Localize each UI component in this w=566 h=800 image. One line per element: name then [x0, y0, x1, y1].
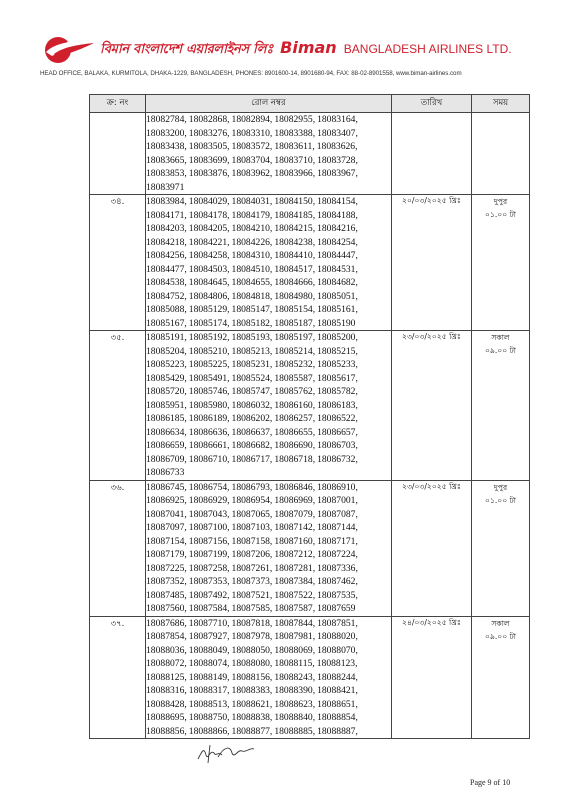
- table-header-row: [90, 95, 530, 113]
- roll-number-line: 18083665, 18083699, 18083704, 18083710, 18083728,: [146, 154, 358, 166]
- brand-bangla: বিমান বাংলাদেশ এয়ারলাইনস লিঃ: [100, 42, 274, 57]
- time-value: ০৯.০০ টা: [485, 346, 516, 355]
- roll-number-line: 18084171, 18084178, 18084179, 18084185, 18084188,: [146, 209, 358, 221]
- roll-number-table: [89, 94, 530, 739]
- roll-number-line: 18086745, 18086754, 18086793, 18086846, 18086910,: [146, 481, 358, 493]
- time-period: দুপুর: [493, 197, 508, 206]
- roll-number-line: 18088125, 18088149, 18088156, 18088243, 18088244,: [146, 671, 358, 683]
- roll-number-line: 18085088, 18085129, 18085147, 18085154, 18085161,: [146, 304, 358, 315]
- roll-number-line: 18087560, 18087584, 18087585, 18087587, 18087659: [146, 603, 356, 614]
- roll-number-line: 18086709, 18086710, 18086717, 18086718, 18086732,: [146, 453, 358, 465]
- roll-number-line: 18085429, 18085491, 18085524, 18085587, 18085617,: [146, 372, 358, 384]
- roll-number-line: 18087154, 18087156, 18087158, 18087160, 18087171,: [146, 535, 358, 547]
- exam-time: [472, 331, 530, 481]
- brand-title: [100, 38, 512, 61]
- serial-number: ৩৬.: [90, 480, 146, 616]
- roll-number-line: 18082784, 18082868, 18082894, 18082955, 18083164,: [146, 114, 358, 125]
- roll-number-line: 18083438, 18083505, 18083572, 18083611, 18083626,: [146, 141, 358, 152]
- table-row: [90, 616, 530, 739]
- roll-number-line: 18088428, 18088513, 18088621, 18088623, 18088651,: [146, 698, 358, 710]
- table-row: [90, 331, 530, 481]
- exam-date: ২০/০৩/২০২৫ খ্রিঃ: [392, 195, 472, 331]
- roll-number-line: 18086925, 18086929, 18086954, 18086969, 18087001,: [146, 495, 358, 506]
- serial-number: ৩৭.: [90, 616, 146, 739]
- roll-number-line: 18086733: [146, 467, 185, 478]
- page-number: Page 9 of 10: [470, 778, 511, 787]
- table-row: [90, 113, 530, 195]
- roll-numbers-cell: [146, 331, 392, 481]
- exam-date: ২৪/০৩/২০২৫ খ্রিঃ: [392, 616, 472, 739]
- time-value: ০১.০০ টা: [485, 495, 516, 505]
- serial-number: [90, 113, 146, 195]
- roll-numbers-cell: [146, 480, 392, 616]
- exam-time: [472, 616, 530, 739]
- exam-date: [392, 113, 472, 195]
- exam-date: ২৩/০৩/২০২৫ খ্রিঃ: [392, 480, 472, 616]
- roll-number-line: 18083200, 18083276, 18083310, 18083388, 18083407,: [146, 127, 358, 139]
- roll-number-line: 18085223, 18085225, 18085231, 18085232, 18085233,: [146, 359, 358, 370]
- roll-number-line: 18088072, 18088074, 18088080, 18088115, 18088123,: [146, 658, 358, 669]
- serial-number: ৩৫.: [90, 331, 146, 481]
- time-value: ০১.০০ টা: [485, 210, 516, 219]
- header-time: সময়: [472, 95, 530, 113]
- roll-number-line: 18086185, 18086189, 18086202, 18086257, 18086522,: [146, 413, 358, 424]
- roll-number-line: 18084218, 18084221, 18084226, 18084238, 18084254,: [146, 236, 358, 248]
- exam-time: [472, 195, 530, 331]
- signature: [196, 741, 256, 765]
- roll-number-line: 18085204, 18085210, 18085213, 18085214, 18085215,: [146, 345, 358, 357]
- roll-number-line: 18086659, 18086661, 18086682, 18086690, 18086703,: [146, 440, 358, 451]
- head-office-address: HEAD OFFICE, BALAKA, KURMITOLA, DHAKA-1229, BANGLADESH, PHONES: 8901600-14, 8901680-94, FAX: 88-02-8901558, www.biman-airlines.com: [40, 70, 462, 77]
- table-row: [90, 480, 530, 616]
- roll-number-line: 18085167, 18085174, 18085182, 18085187, 18085190: [146, 317, 356, 329]
- brand-name: Biman: [280, 38, 337, 57]
- time-period: দুপুর: [493, 482, 508, 492]
- header-serial: ক্র: নং: [90, 95, 146, 113]
- roll-number-line: 18084256, 18084258, 18084310, 18084410, 18084447,: [146, 250, 358, 261]
- roll-number-line: 18084538, 18084645, 18084655, 18084666, 18084682,: [146, 277, 358, 288]
- roll-number-line: 18088036, 18088049, 18088050, 18088069, 18088070,: [146, 644, 358, 656]
- header-date: তারিখ: [392, 95, 472, 113]
- time-period: সকাল: [491, 333, 510, 342]
- serial-number: ৩৪.: [90, 195, 146, 331]
- roll-number-line: 18084752, 18084806, 18084818, 18084980, 18085051,: [146, 290, 358, 302]
- roll-number-line: 18087485, 18087492, 18087521, 18087522, 18087535,: [146, 589, 358, 601]
- header-roll-number: রোল নম্বর: [146, 95, 392, 113]
- roll-number-line: 18087225, 18087258, 18087261, 18087281, 18087336,: [146, 562, 358, 574]
- roll-number-line: 18085720, 18085746, 18085747, 18085762, 18085782,: [146, 386, 358, 397]
- roll-number-line: 18083853, 18083876, 18083962, 18083966, 18083967,: [146, 168, 358, 179]
- roll-number-line: 18085951, 18085980, 18086032, 18086160, 18086183,: [146, 399, 358, 411]
- roll-number-line: 18083984, 18084029, 18084031, 18084150, 18084154,: [146, 196, 358, 207]
- roll-numbers-cell: [146, 113, 392, 195]
- roll-number-line: 18085191, 18085192, 18085193, 18085197, 18085200,: [146, 332, 358, 343]
- roll-numbers-cell: [146, 195, 392, 331]
- roll-number-line: 18087352, 18087353, 18087373, 18087384, 18087462,: [146, 576, 358, 587]
- roll-numbers-cell: [146, 616, 392, 739]
- exam-time: [472, 113, 530, 195]
- roll-number-line: 18088316, 18088317, 18088383, 18088390, 18088421,: [146, 685, 358, 696]
- roll-number-line: 18086634, 18086636, 18086637, 18086655, 18086657,: [146, 426, 358, 438]
- roll-number-line: 18087041, 18087043, 18087065, 18087079, 18087087,: [146, 508, 358, 520]
- roll-number-line: 18087179, 18087199, 18087206, 18087212, 18087224,: [146, 549, 358, 560]
- roll-number-line: 18087686, 18087710, 18087818, 18087844, 18087851,: [146, 617, 358, 629]
- brand-subtitle: BANGLADESH AIRLINES LTD.: [343, 42, 512, 56]
- roll-number-line: 18083971: [146, 181, 185, 193]
- exam-time: [472, 480, 530, 616]
- table-row: [90, 195, 530, 331]
- roll-number-line: 18084477, 18084503, 18084510, 18084517, 18084531,: [146, 263, 358, 275]
- roll-number-line: 18087097, 18087100, 18087103, 18087142, 18087144,: [146, 522, 358, 533]
- roll-number-line: 18088856, 18088866, 18088877, 18088885, 18088887,: [146, 725, 358, 737]
- time-value: ০৯.০০ টা: [485, 631, 516, 641]
- biman-logo-icon: [44, 34, 96, 66]
- exam-date: ২৩/০৩/২০২৫ খ্রিঃ: [392, 331, 472, 481]
- roll-number-line: 18087854, 18087927, 18087978, 18087981, 18088020,: [146, 631, 358, 642]
- roll-number-line: 18088695, 18088750, 18088838, 18088840, 18088854,: [146, 712, 358, 723]
- time-period: সকাল: [491, 618, 510, 628]
- roll-number-line: 18084203, 18084205, 18084210, 18084215, 18084216,: [146, 223, 358, 234]
